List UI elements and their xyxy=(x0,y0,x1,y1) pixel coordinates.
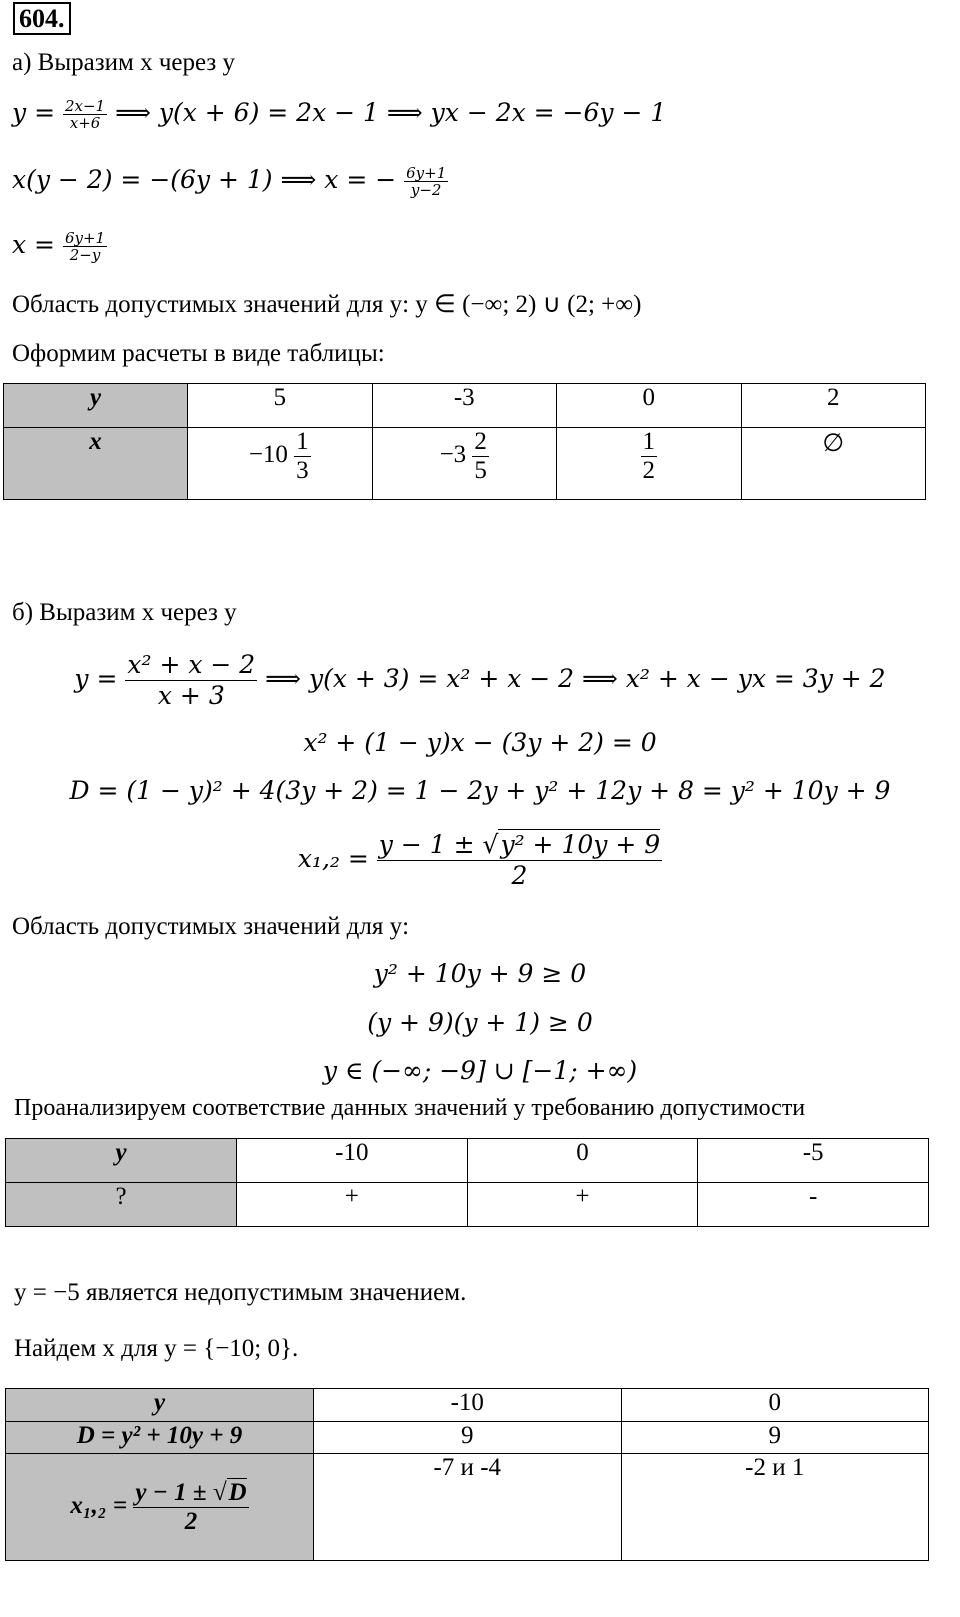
part-a-table xyxy=(3,383,926,500)
table-cell: -5 xyxy=(698,1139,929,1183)
fraction-denominator: 2 xyxy=(511,861,528,890)
table-header-y: y xyxy=(6,1389,314,1422)
table-cell: -10 xyxy=(237,1139,468,1183)
fraction-denominator: 3 xyxy=(296,457,309,484)
part-b-heading: б) Выразим x через y xyxy=(12,599,237,626)
table-cell-mixed-fraction xyxy=(188,428,373,500)
part-b-find-note: Найдем x для y = {−10; 0}. xyxy=(14,1335,299,1362)
table-cell: + xyxy=(467,1183,698,1227)
table-cell-empty-set: ∅ xyxy=(741,428,926,500)
table-cell: 9 xyxy=(621,1422,929,1454)
part-b-eq1-fraction xyxy=(125,650,257,711)
problem-number xyxy=(13,4,71,34)
part-a-line3-lhs: x = xyxy=(12,230,55,259)
sqrt-icon: √ xyxy=(482,830,499,859)
part-a-line2-fraction xyxy=(404,165,448,198)
table-row xyxy=(6,1389,929,1422)
table-header-x: x xyxy=(4,428,188,500)
fraction-numerator: 1 xyxy=(296,428,309,455)
table-header-x12 xyxy=(6,1454,314,1561)
fraction-numerator: 1 xyxy=(642,428,655,455)
fraction-denominator: x + 3 xyxy=(157,681,225,710)
part-a-heading: а) Выразим x через y xyxy=(12,49,236,76)
part-b-table2 xyxy=(5,1388,929,1561)
fraction-numerator: 2 xyxy=(474,428,487,455)
part-b-domain-label: Область допустимых значений для y: xyxy=(12,913,410,940)
part-b-eq2: x² + (1 − y)x − (3y + 2) = 0 xyxy=(303,728,657,757)
table-cell: 9 xyxy=(314,1422,622,1454)
part-b-ineq3: y ∈ (−∞; −9] ∪ [−1; +∞) xyxy=(322,1056,638,1085)
fraction-denominator: 2 xyxy=(184,1507,198,1535)
table-cell: -3 xyxy=(372,384,557,428)
table-cell: -10 xyxy=(314,1389,622,1422)
whole-part: −10 xyxy=(248,441,288,469)
x12-lhs: x₁,₂ = xyxy=(70,1491,128,1519)
table-row xyxy=(6,1183,929,1227)
table-cell: -7 и -4 xyxy=(314,1454,622,1561)
table-cell-mixed-fraction xyxy=(372,428,557,500)
part-b-ineq2: (y + 9)(y + 1) ≥ 0 xyxy=(367,1008,593,1037)
part-a-line1 xyxy=(12,98,666,131)
part-b-eq3: D = (1 − y)² + 4(3y + 2) = 1 − 2y + y² + 12y + 8 = y² + 10y + 9 xyxy=(69,776,891,805)
numerator-text: y − 1 ± xyxy=(135,1478,207,1506)
part-b-eq1 xyxy=(0,650,960,711)
part-b-eq1-lhs: y = xyxy=(74,664,118,693)
table-header-y: y xyxy=(4,384,188,428)
part-a-line2 xyxy=(12,165,448,198)
table-row xyxy=(6,1139,929,1183)
table-cell: 0 xyxy=(557,384,742,428)
table-cell: 0 xyxy=(467,1139,698,1183)
part-b-eq4 xyxy=(0,830,960,891)
fraction-numerator xyxy=(377,830,662,861)
part-a-domain: Область допустимых значений для y: y ∈ (−∞; 2) ∪ (2; +∞) xyxy=(12,291,642,318)
table-cell: 5 xyxy=(188,384,373,428)
x12-fraction xyxy=(133,1479,248,1536)
fraction-numerator xyxy=(133,1479,248,1508)
fraction xyxy=(472,428,489,485)
part-a-line1-fraction xyxy=(63,98,107,131)
numerator-text: y − 1 ± xyxy=(378,830,475,859)
table-row xyxy=(4,428,926,500)
fraction-denominator: y−2 xyxy=(410,181,442,199)
fraction-denominator: x+6 xyxy=(69,114,101,132)
part-b-invalid-note: y = −5 является недопустимым значением. xyxy=(14,1279,467,1306)
table-cell-fraction xyxy=(557,428,742,500)
table-row xyxy=(6,1422,929,1454)
fraction xyxy=(294,428,311,485)
fraction-numerator: 6y+1 xyxy=(406,164,447,182)
part-b-ineq1: y² + 10y + 9 ≥ 0 xyxy=(373,959,587,988)
radicand: D xyxy=(228,1478,247,1506)
fraction-numerator: 2x−1 xyxy=(64,97,106,115)
part-b-eq4-fraction xyxy=(377,830,662,891)
whole-part: −3 xyxy=(439,441,467,469)
part-a-line1-lhs: y = xyxy=(12,98,56,127)
table-cell: 0 xyxy=(621,1389,929,1422)
part-b-analysis: Проанализируем соответствие данных значений y требованию допустимости xyxy=(14,1095,806,1121)
table-header-y: y xyxy=(6,1139,237,1183)
fraction-denominator: 5 xyxy=(474,457,487,484)
table-cell: + xyxy=(237,1183,468,1227)
radicand: y² + 10y + 9 xyxy=(500,830,661,859)
fraction xyxy=(641,428,658,485)
fraction-denominator: 2−y xyxy=(69,246,101,264)
part-a-line3 xyxy=(12,230,107,263)
table-cell: 2 xyxy=(741,384,926,428)
part-b-eq1-rest: ⟹ y(x + 3) = x² + x − 2 ⟹ x² + x − yx = 3y + 2 xyxy=(265,664,886,693)
problem-number-label: 604. xyxy=(13,2,71,35)
part-a-line2-lhs: x(y − 2) = −(6y + 1) ⟹ x = − xyxy=(12,165,397,194)
table-cell: -2 и 1 xyxy=(621,1454,929,1561)
table-header-question: ? xyxy=(6,1183,237,1227)
table-row xyxy=(4,384,926,428)
part-a-line1-rest: ⟹ y(x + 6) = 2x − 1 ⟹ yx − 2x = −6y − 1 xyxy=(115,98,667,127)
table-header-d: D = y² + 10y + 9 xyxy=(6,1422,314,1454)
part-b-eq4-lhs: x₁,₂ = xyxy=(297,844,369,873)
part-b-table1 xyxy=(5,1138,929,1227)
table-cell: - xyxy=(698,1183,929,1227)
fraction-numerator: x² + x − 2 xyxy=(127,650,256,679)
part-a-line3-fraction xyxy=(63,230,107,263)
fraction-numerator: 6y+1 xyxy=(64,229,106,247)
part-a-table-intro: Оформим расчеты в виде таблицы: xyxy=(12,340,385,367)
fraction-denominator: 2 xyxy=(642,457,655,484)
sqrt-icon: √ xyxy=(212,1478,227,1506)
table-row xyxy=(6,1454,929,1561)
